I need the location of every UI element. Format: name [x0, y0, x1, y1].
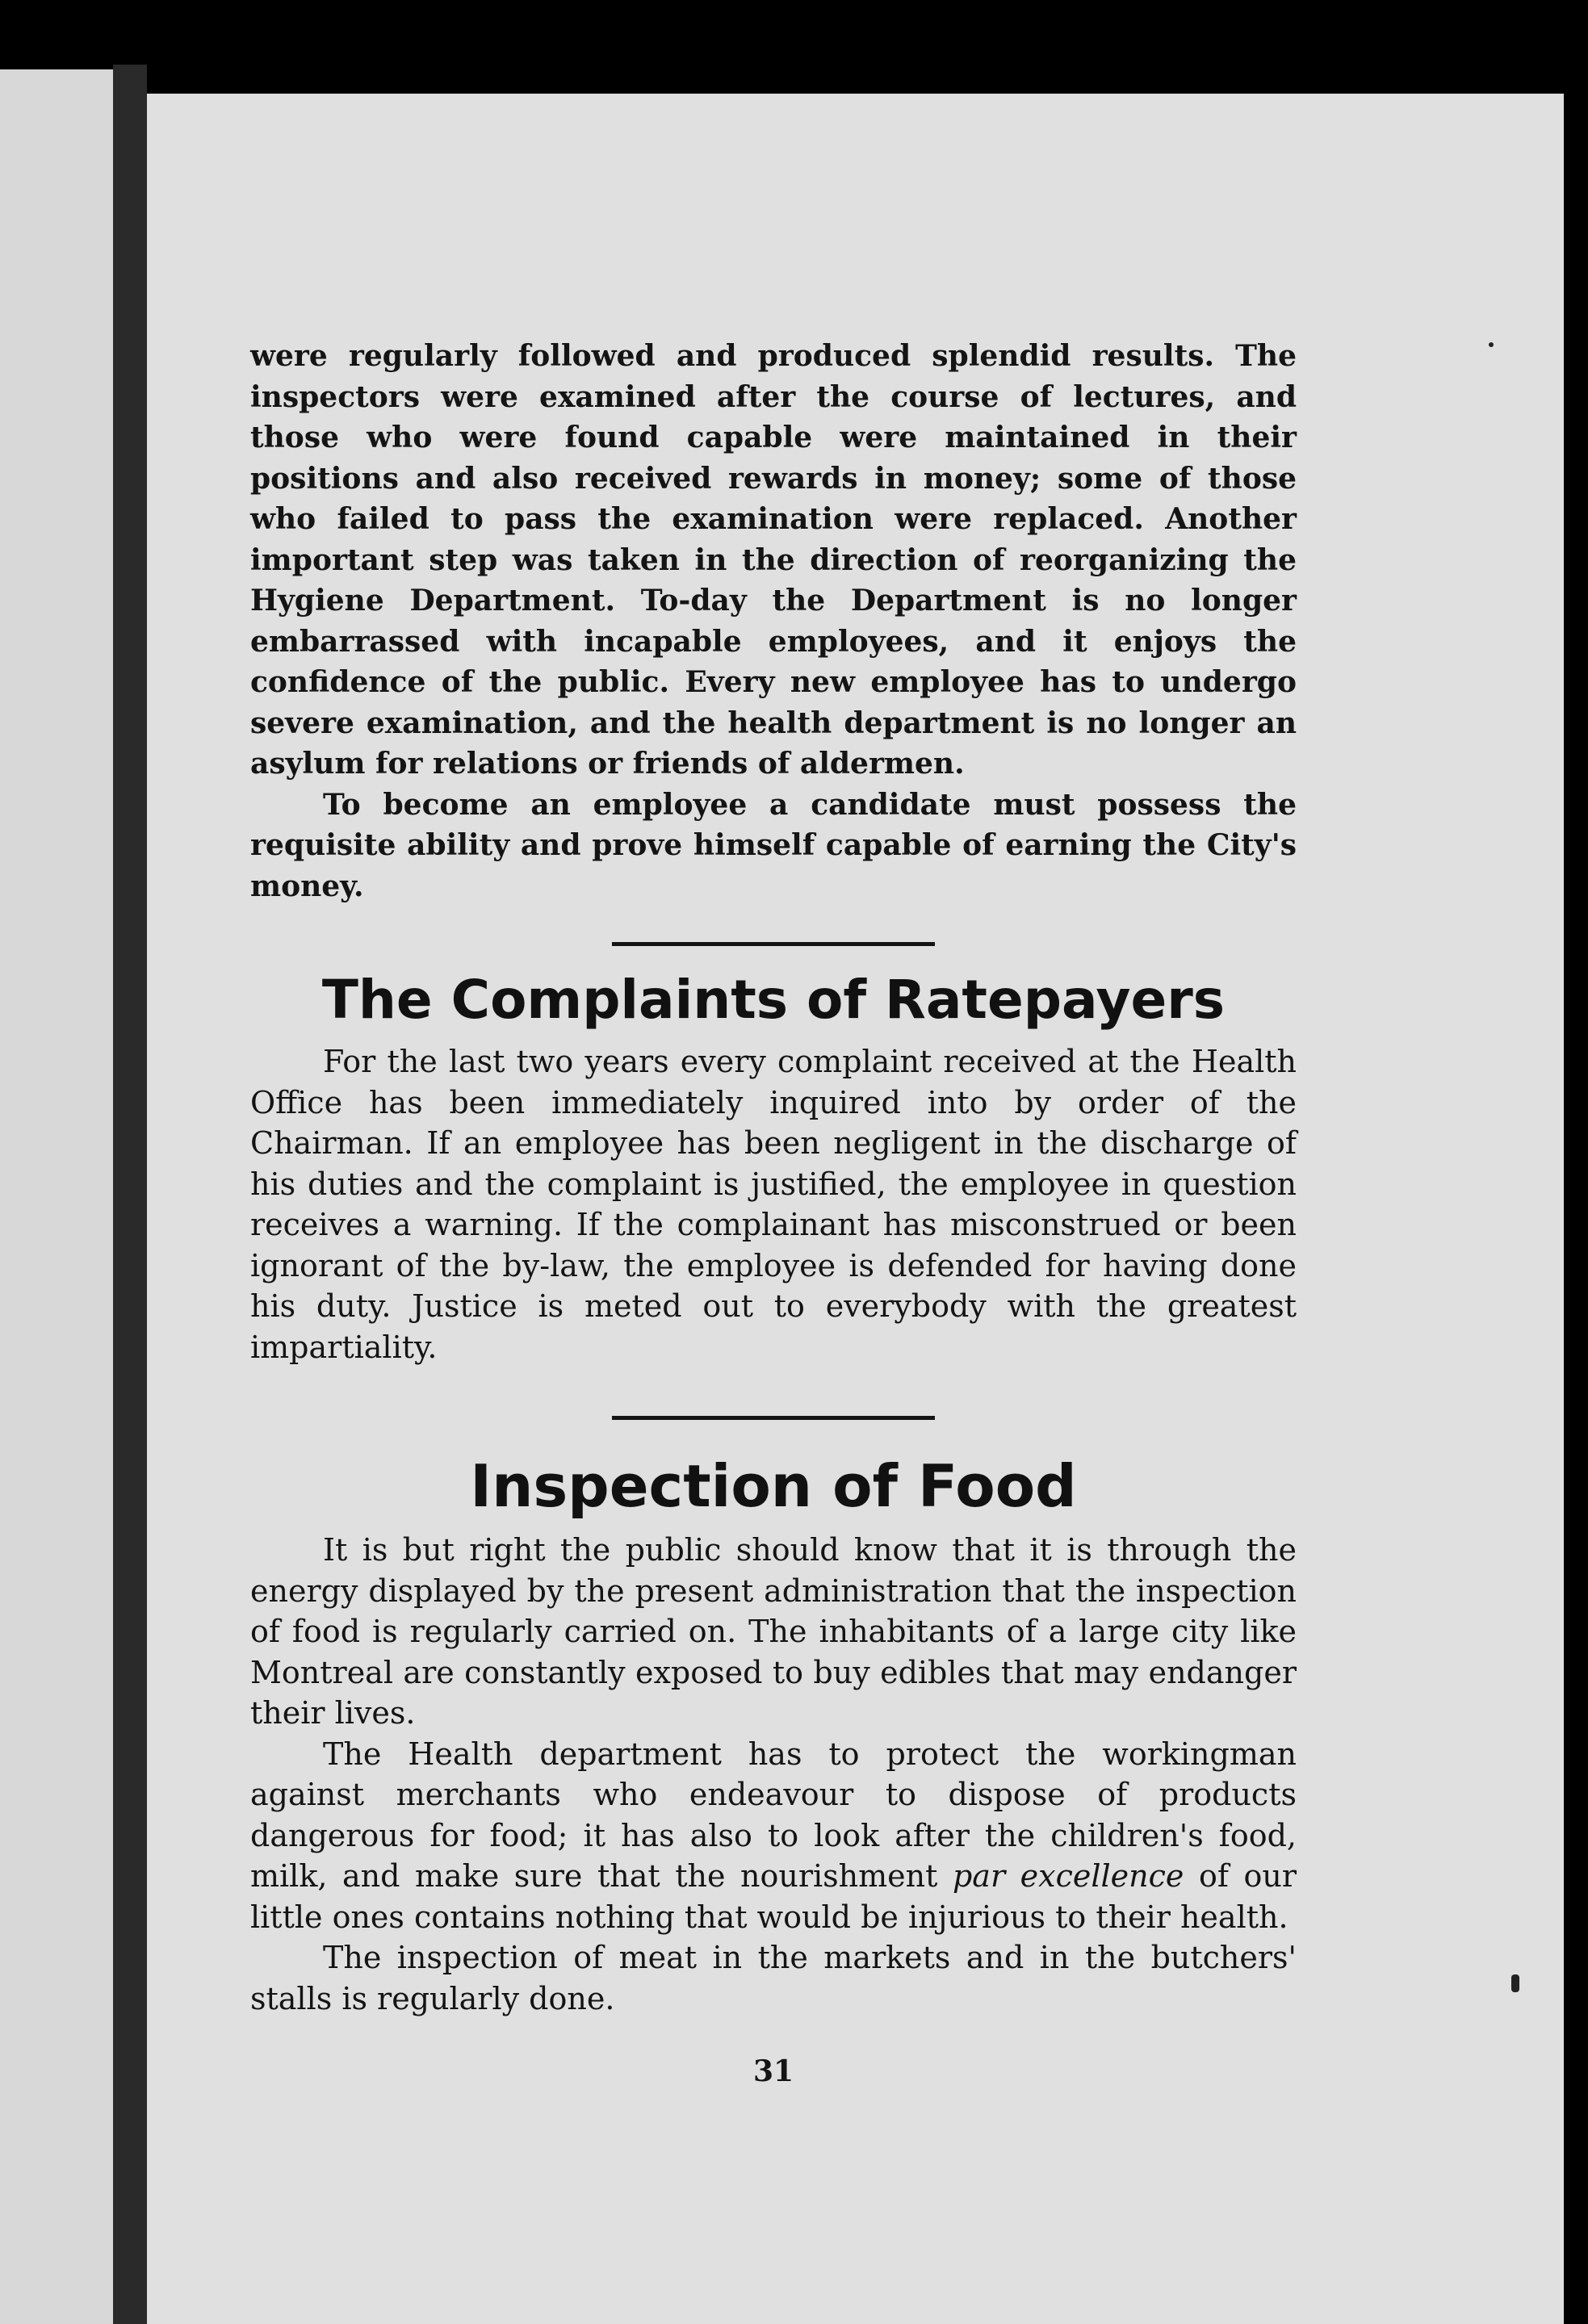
inspection-paragraph-3: The inspection of meat in the markets and in the butchers' stalls is regularly done.: [250, 1940, 1297, 2016]
inspection-paragraph-2-start: The Health department has to protect the workingman against merchants who endeavour to dispose of products dangerous for food; it has also to look after the children's food, milk, and make sure that the nourishment: [250, 1736, 1297, 1894]
book-gutter: [113, 65, 147, 2324]
book-page: [147, 94, 1564, 2324]
page-content: [250, 336, 1297, 2088]
inspection-paragraph-1: It is but right the public should know that it is through the energy displayed by the present administration that the inspection of food is regularly carried on. The inhabitants of a large city like Montreal are constantly exposed to buy edibles that may endanger their lives.: [250, 1532, 1297, 1731]
intro-paragraph: were regularly followed and produced splendid results. The inspectors were examined after the course of lectures, and those who were found capable were maintained in their positions and also received rewards in money; some of those who failed to pass the examination were replaced. Another important step was taken in the direction of reorganizing the Hygiene Department. To-day the Department is no longer embarrassed with incapable employees, and it enjoys the confidence of the public. Every new employee has to undergo severe examination, and the health department is no longer an asylum for relations or friends of aldermen.: [250, 339, 1297, 781]
scan-speck: [1511, 1974, 1519, 1992]
section-divider: [612, 942, 935, 946]
inspection-paragraph-2: [250, 1734, 1297, 1938]
inspection-paragraph-2-italic: par excellence: [952, 1858, 1184, 1894]
section-title-complaints: The Complaints of Ratepayers: [321, 969, 1226, 1031]
section-divider: [612, 1416, 935, 1420]
inspection-paragraph-2-end: of our little ones contains nothing that would be injurious to their health.: [250, 1858, 1297, 1935]
intro-paragraph-2: To become an employee a candidate must possess the requisite ability and prove himself capable of earning the City's money.: [250, 787, 1297, 903]
scan-speck: [1489, 342, 1494, 347]
complaints-paragraph: For the last two years every complaint received at the Health Office has been immediately inquired into by order of the Chairman. If an employee has been negligent in the discharge of his duties and the complaint is justified, the employee in question receives a warning. If the complainant has misconstrued or been ignorant of the by-law, the employee is defended for having done his duty. Justice is meted out to everybody with the greatest impartiality.: [250, 1044, 1297, 1365]
facing-page-edge: [0, 69, 113, 2324]
section-title-inspection: Inspection of Food: [470, 1452, 1077, 1520]
page-number: 31: [752, 2054, 794, 2088]
